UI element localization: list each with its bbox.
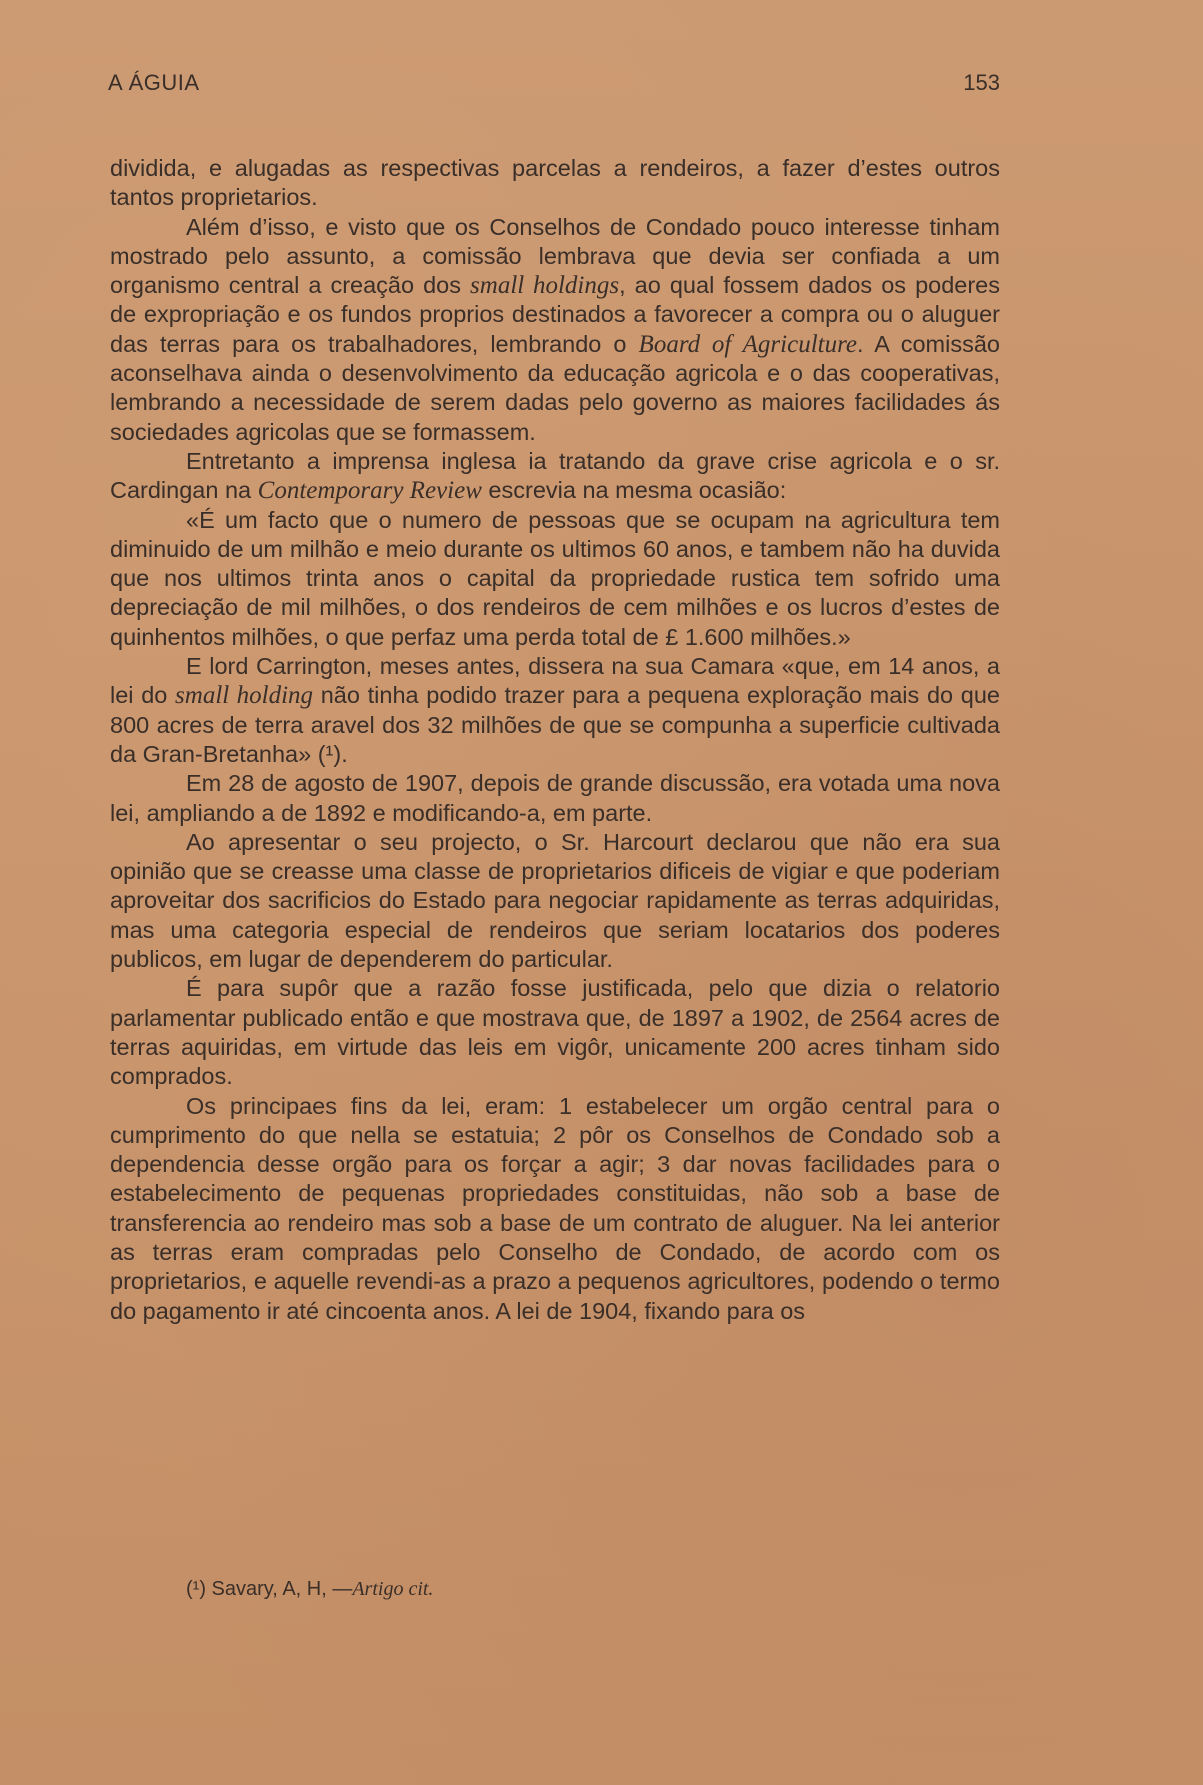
footnote-work: Artigo cit. <box>352 1578 434 1600</box>
text-run: É para supôr que a razão fosse justificada, pelo que dizia o relatorio parlamentar publicado então e que mostrava que, de 1897 a 1902, de 2564 acres de terras aquiridas, em virtude das leis em vigôr, unicamente 200 acres tinham sido comprados. <box>110 975 1000 1090</box>
footnote-author: Savary, A, H, — <box>211 1578 353 1600</box>
italic-text: small holdings <box>470 272 620 300</box>
paragraph-p8 <box>110 974 1000 1091</box>
journal-title: A ÁGUIA <box>108 70 200 95</box>
text-run: Os principaes fins da lei, eram: 1 estabelecer um orgão central para o cumprimento do que nella se estatuia; 2 pôr os Conselhos de Condado sob a dependencia desse orgão para os forçar a agir; 3 dar novas facilidades para o estabelecimento de pequenas propriedades constituidas, não sob a base de transferencia ao rendeiro mas sob a base de um contrato de aluguer. Na lei anterior as terras eram compradas pelo Conselho de Condado, de acordo com os proprietarios, e aquelle revendi-as a prazo a pequenos agricultores, podendo o termo do pagamento ir até cincoenta anos. A lei de 1904, fixando para os <box>110 1092 1000 1324</box>
text-run: , ao qual fossem dados os poderes de expropriação e os fundos proprios destinados a favorecer a compra ou o aluguer das terras para os trabalhadores, lembrando o <box>110 272 1000 357</box>
footnote <box>186 1576 1000 1602</box>
paragraph-p9 <box>110 1092 1000 1326</box>
text-run: . A comissão aconselhava ainda o desenvolvimento da educação agricola e o das cooperativas, lembrando a necessidade de serem dadas pelo governo as maiores facilidades ás sociedades agricolas que se formassem. <box>110 330 1000 445</box>
paragraph-p4 <box>110 506 1000 652</box>
text-run: não tinha podido trazer para a pequena exploração mais do que 800 acres de terra aravel dos 32 milhões de que se compunha a superficie cultivada da Gran-Bretanha» (¹). <box>110 682 1000 767</box>
paragraph-p1 <box>110 154 1000 213</box>
paragraph-p5 <box>110 652 1000 769</box>
footnote-marker: (¹) <box>186 1578 206 1600</box>
text-run: Em 28 de agosto de 1907, depois de grande discussão, era votada uma nova lei, ampliando a de 1892 e modificando-a, em parte. <box>110 770 1000 826</box>
paragraph-p7 <box>110 828 1000 974</box>
paragraph-p3 <box>110 447 1000 506</box>
text-run: Além d’isso, e visto que os Conselhos de Condado pouco interesse tinham mostrado pelo assunto, a comissão lembrava que devia ser confiada a um organismo central a creação dos <box>110 213 1000 299</box>
text-run: Entretanto a imprensa inglesa ia tratando da grave crise agricola e o sr. Cardingan na <box>110 447 1000 504</box>
text-run: dividida, e alugadas as respectivas parcelas a rendeiros, a fazer d’estes outros tantos proprietarios. <box>110 155 1000 211</box>
running-head <box>108 70 1000 104</box>
italic-text: Board of Agriculture <box>638 330 857 358</box>
italic-text: Contemporary Review <box>257 477 482 505</box>
text-run: E lord Carrington, meses antes, dissera na sua Camara «que, em 14 anos, a lei do <box>110 653 1000 709</box>
text-run: «É um facto que o numero de pessoas que se ocupam na agricultura tem diminuido de um milhão e meio durante os ultimos 60 anos, e tambem não ha duvida que nos ultimos trinta anos o capital da propriedade rustica tem sofrido uma depreciação de mil milhões, o dos rendeiros de cem milhões e os lucros d’estes de quinhentos milhões, o que perfaz uma perda total de £ 1.600 milhões.» <box>110 506 1000 650</box>
italic-text: small holding <box>175 682 314 710</box>
text-run: Ao apresentar o seu projecto, o Sr. Harcourt declarou que não era sua opinião que se creasse uma classe de proprietarios dificeis de vigiar e que poderiam aproveitar dos sacrificios do Estado para negociar rapidamente as terras adquiridas, mas uma categoria especial de rendeiros que seriam locatarios dos poderes publicos, em lugar de dependerem do particular. <box>110 828 1000 973</box>
text-run: escrevia na mesma ocasião: <box>481 477 787 504</box>
body-text <box>110 154 1000 1326</box>
paragraph-p2 <box>110 213 1000 447</box>
paragraph-p6 <box>110 769 1000 828</box>
page-number: 153 <box>963 70 1000 95</box>
